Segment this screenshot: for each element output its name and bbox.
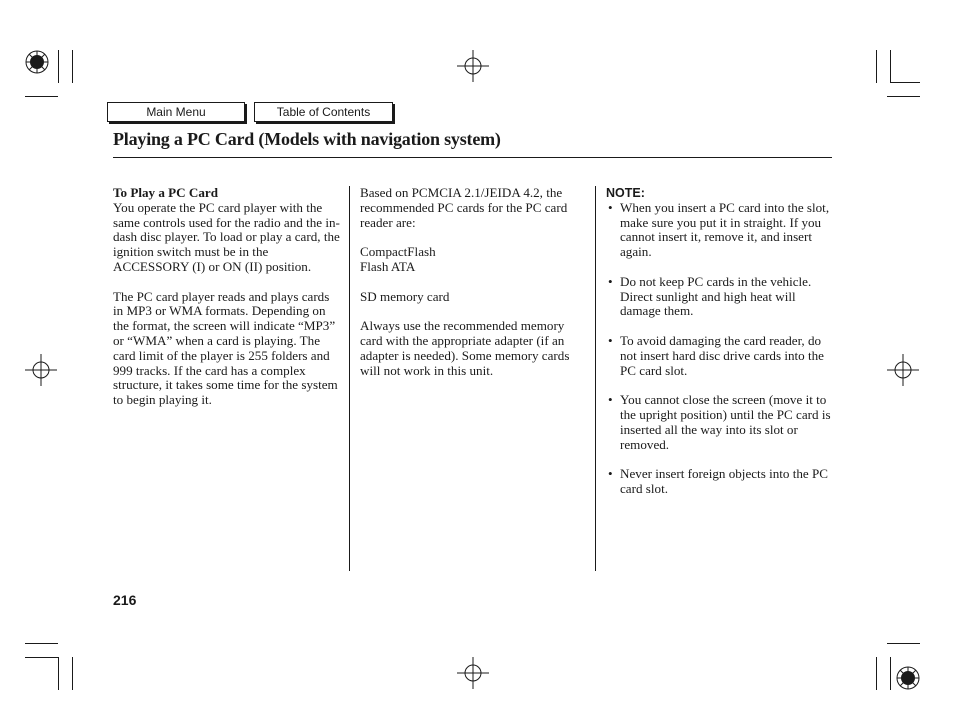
paragraph: The PC card player reads and plays cards in MP3 or WMA formats. Depending on the format, the screen will indicate “MP3” or “WMA” when a card is playing. The card limit of the player is 255 folders and 999 tracks. If the card has a complex structure, it takes some time for the system to begin playing it. [113,288,338,408]
note-item: • Do not keep PC cards in the vehicle. Direct sunlight and high heat will damage them. [608,273,812,319]
note-item: • To avoid damaging the card reader, do not insert hard disc drive cards into the PC card slot. [608,332,824,378]
section-heading: To Play a PC Card [113,185,218,200]
crosshair-icon [25,354,57,386]
card-type: CompactFlash [360,244,436,260]
note-item: • You cannot close the screen (move it to the upright position) until the PC card is inserted all the way into its slot or removed. [608,392,831,452]
paragraph: Always use the recommended memory card with the appropriate adapter (if an adapter is needed). Some memory cards will not work in this unit. [360,318,570,378]
note-item: • When you insert a PC card into the slot, make sure you put it in straight. If you cannot insert it, remove it, and insert again. [608,199,830,260]
crosshair-icon [457,50,489,82]
table-of-contents-button[interactable]: Table of Contents [254,102,393,122]
column-play-pc-card [113,186,341,423]
column-divider [595,186,596,571]
paragraph: You operate the PC card player with the same controls used for the radio and the in-dash disc player. To load or play a card, the ignition switch must be in the ACCESSORY (I) or ON (II) position. [113,199,340,274]
card-type: Flash ATA [360,258,416,274]
column-divider [349,186,350,571]
registration-target-icon [895,665,921,691]
title-rule [113,157,832,158]
registration-target-icon [24,49,50,75]
card-type: SD memory card [360,288,450,304]
crosshair-icon [887,354,919,386]
note-heading: NOTE: [606,186,645,200]
page-number: 216 [113,592,137,608]
column-notes [606,186,832,512]
paragraph: Based on PCMCIA 2.1/JEIDA 4.2, the recommended PC cards for the PC card reader are: [360,185,568,230]
note-item: • Never insert foreign objects into the PC card slot. [608,466,828,496]
page-title: Playing a PC Card (Models with navigation system) [113,129,501,149]
crosshair-icon [457,657,489,689]
column-recommended-cards [360,186,586,393]
main-menu-button[interactable]: Main Menu [107,102,245,122]
